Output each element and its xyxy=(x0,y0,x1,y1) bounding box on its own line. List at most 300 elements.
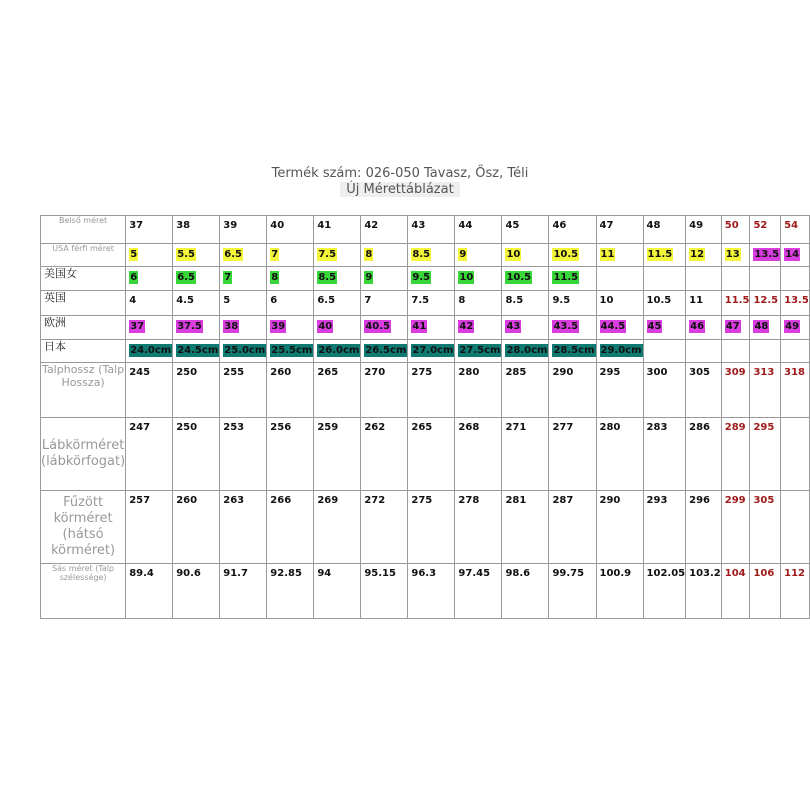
cell-value: 290 xyxy=(599,495,621,506)
cell-value: 48 xyxy=(646,220,661,231)
cell-value: 10.5 xyxy=(553,249,579,260)
cell-value: 4.5 xyxy=(176,295,194,306)
cell-inner-size-4 xyxy=(267,216,314,244)
cell-value: 24.5cm xyxy=(177,345,219,356)
cell-value: 43 xyxy=(506,321,521,332)
cell-foot-length-12 xyxy=(643,363,686,418)
cell-uk-15 xyxy=(750,291,781,316)
cell-usa-men-6 xyxy=(361,244,408,267)
cell-eu-3 xyxy=(220,316,267,340)
cell-value: 11.5 xyxy=(724,295,750,306)
cell-value: 266 xyxy=(270,495,292,506)
cell-ball-width-1 xyxy=(126,564,173,619)
cell-japan-7 xyxy=(408,340,455,363)
cell-ball-width-5 xyxy=(314,564,361,619)
cell-uk-14 xyxy=(721,291,750,316)
cell-foot-circumference-7 xyxy=(408,418,455,491)
cell-instep-circumference-4 xyxy=(267,491,314,564)
row-header-us-women: 美国女 xyxy=(41,267,126,291)
cell-foot-circumference-13 xyxy=(686,418,722,491)
cell-value: 26.0cm xyxy=(318,345,360,356)
cell-foot-length-7 xyxy=(408,363,455,418)
cell-value: 305 xyxy=(689,367,710,378)
cell-value: 13.5 xyxy=(784,295,809,306)
cell-value: 8.5 xyxy=(318,272,337,283)
cell-uk-2 xyxy=(173,291,220,316)
row-header-foot-length: Talphossz (Talp Hossza) xyxy=(41,363,126,418)
cell-value: 14 xyxy=(785,249,800,260)
cell-value: 10.5 xyxy=(506,272,532,283)
row-instep-circumference xyxy=(41,491,810,564)
cell-value: 42 xyxy=(459,321,474,332)
cell-value: 91.7 xyxy=(223,568,248,579)
cell-value: 40 xyxy=(318,321,333,332)
cell-value: 42 xyxy=(364,220,379,231)
cell-value: 6.5 xyxy=(177,272,195,283)
cell-eu-6 xyxy=(361,316,408,340)
cell-value: 6.5 xyxy=(224,249,242,260)
cell-inner-size-12 xyxy=(643,216,686,244)
cell-inner-size-3 xyxy=(220,216,267,244)
cell-usa-men-9 xyxy=(502,244,549,267)
cell-ball-width-16 xyxy=(781,564,810,619)
cell-foot-circumference-15 xyxy=(750,418,781,491)
cell-us-women-4 xyxy=(267,267,314,291)
cell-instep-circumference-7 xyxy=(408,491,455,564)
cell-value: 100.9 xyxy=(599,568,632,579)
cell-eu-10 xyxy=(549,316,596,340)
cell-value: 285 xyxy=(505,367,527,378)
cell-value: 269 xyxy=(317,495,339,506)
cell-value: 44 xyxy=(458,220,473,231)
cell-value: 8 xyxy=(365,249,373,260)
cell-value: 40 xyxy=(270,220,285,231)
cell-value: 268 xyxy=(458,422,480,433)
cell-instep-circumference-15 xyxy=(750,491,781,564)
cell-value: 286 xyxy=(689,422,710,433)
cell-uk-16 xyxy=(781,291,810,316)
cell-foot-length-10 xyxy=(549,363,596,418)
cell-foot-length-13 xyxy=(686,363,722,418)
cell-value: 262 xyxy=(364,422,386,433)
cell-usa-men-5 xyxy=(314,244,361,267)
cell-uk-8 xyxy=(455,291,502,316)
cell-ball-width-13 xyxy=(686,564,722,619)
cell-value: 103.2 xyxy=(689,568,721,579)
cell-ball-width-12 xyxy=(643,564,686,619)
cell-value: 94 xyxy=(317,568,332,579)
cell-ball-width-6 xyxy=(361,564,408,619)
cell-value: 259 xyxy=(317,422,339,433)
row-header-usa-men: USA férfi méret xyxy=(41,244,126,267)
cell-value: 48 xyxy=(754,321,769,332)
cell-value: 5 xyxy=(130,249,138,260)
cell-uk-1 xyxy=(126,291,173,316)
cell-foot-length-11 xyxy=(596,363,643,418)
cell-value: 290 xyxy=(552,367,574,378)
cell-ball-width-14 xyxy=(721,564,750,619)
cell-value: 270 xyxy=(364,367,386,378)
cell-us-women-3 xyxy=(220,267,267,291)
cell-eu-2 xyxy=(173,316,220,340)
cell-us-women-1 xyxy=(126,267,173,291)
cell-value: 46 xyxy=(690,321,705,332)
cell-uk-9 xyxy=(502,291,549,316)
cell-usa-men-13 xyxy=(686,244,722,267)
cell-us-women-8 xyxy=(455,267,502,291)
cell-uk-11 xyxy=(596,291,643,316)
cell-uk-3 xyxy=(220,291,267,316)
cell-usa-men-3 xyxy=(220,244,267,267)
cell-value: 39 xyxy=(271,321,286,332)
cell-value: 13 xyxy=(725,249,740,260)
cell-ball-width-4 xyxy=(267,564,314,619)
cell-us-women-13 xyxy=(686,267,722,291)
cell-value: 112 xyxy=(784,568,806,579)
cell-value: 8 xyxy=(458,295,466,306)
cell-uk-13 xyxy=(686,291,722,316)
cell-eu-1 xyxy=(126,316,173,340)
cell-value: 41 xyxy=(412,321,427,332)
cell-value: 9 xyxy=(459,249,467,260)
cell-value: 281 xyxy=(505,495,527,506)
cell-foot-length-16 xyxy=(781,363,810,418)
row-header-uk: 英国 xyxy=(41,291,126,316)
cell-value: 263 xyxy=(223,495,245,506)
cell-us-women-5 xyxy=(314,267,361,291)
cell-value: 27.5cm xyxy=(459,345,501,356)
cell-value: 253 xyxy=(223,422,245,433)
cell-value: 97.45 xyxy=(458,568,491,579)
cell-value: 45 xyxy=(505,220,520,231)
table-title-line-1: Termék szám: 026-050 Tavasz, Ősz, Téli xyxy=(271,166,529,181)
cell-value: 12.5 xyxy=(753,295,779,306)
cell-instep-circumference-9 xyxy=(502,491,549,564)
row-foot-length xyxy=(41,363,810,418)
cell-uk-4 xyxy=(267,291,314,316)
cell-value: 7.5 xyxy=(318,249,337,260)
cell-value: 10.5 xyxy=(646,295,672,306)
cell-value: 46 xyxy=(552,220,567,231)
cell-instep-circumference-11 xyxy=(596,491,643,564)
cell-usa-men-2 xyxy=(173,244,220,267)
cell-foot-circumference-10 xyxy=(549,418,596,491)
cell-eu-5 xyxy=(314,316,361,340)
cell-eu-11 xyxy=(596,316,643,340)
cell-value: 38 xyxy=(224,321,239,332)
cell-foot-length-4 xyxy=(267,363,314,418)
cell-inner-size-6 xyxy=(361,216,408,244)
cell-inner-size-13 xyxy=(686,216,722,244)
cell-us-women-12 xyxy=(643,267,686,291)
cell-japan-16 xyxy=(781,340,810,363)
cell-value: 89.4 xyxy=(129,568,154,579)
cell-instep-circumference-16 xyxy=(781,491,810,564)
cell-value: 37 xyxy=(130,321,145,332)
cell-japan-15 xyxy=(750,340,781,363)
cell-foot-circumference-11 xyxy=(596,418,643,491)
cell-value: 4 xyxy=(129,295,137,306)
cell-japan-12 xyxy=(643,340,686,363)
cell-japan-6 xyxy=(361,340,408,363)
cell-value: 7 xyxy=(364,295,372,306)
cell-us-women-14 xyxy=(721,267,750,291)
cell-value: 272 xyxy=(364,495,386,506)
cell-eu-7 xyxy=(408,316,455,340)
cell-value: 280 xyxy=(599,422,621,433)
cell-ball-width-8 xyxy=(455,564,502,619)
cell-value: 96.3 xyxy=(411,568,437,579)
row-uk xyxy=(41,291,810,316)
cell-us-women-6 xyxy=(361,267,408,291)
cell-japan-13 xyxy=(686,340,722,363)
cell-japan-1 xyxy=(126,340,173,363)
cell-eu-16 xyxy=(781,316,810,340)
cell-japan-3 xyxy=(220,340,267,363)
cell-instep-circumference-5 xyxy=(314,491,361,564)
cell-inner-size-7 xyxy=(408,216,455,244)
cell-ball-width-10 xyxy=(549,564,596,619)
cell-foot-length-14 xyxy=(721,363,750,418)
cell-foot-circumference-16 xyxy=(781,418,810,491)
cell-eu-12 xyxy=(643,316,686,340)
cell-value: 260 xyxy=(176,495,198,506)
cell-value: 47 xyxy=(725,321,740,332)
cell-value: 8.5 xyxy=(505,295,524,306)
cell-japan-4 xyxy=(267,340,314,363)
cell-value: 9 xyxy=(365,272,373,283)
cell-usa-men-4 xyxy=(267,244,314,267)
cell-inner-size-11 xyxy=(596,216,643,244)
cell-foot-length-5 xyxy=(314,363,361,418)
cell-ball-width-3 xyxy=(220,564,267,619)
cell-value: 12 xyxy=(690,249,705,260)
cell-us-women-10 xyxy=(549,267,596,291)
cell-value: 287 xyxy=(552,495,574,506)
cell-value: 37.5 xyxy=(177,321,202,332)
row-header-instep-circumference: Fűzött körméret (hátsó körméret) xyxy=(41,491,126,564)
cell-japan-11 xyxy=(596,340,643,363)
cell-value: 295 xyxy=(753,422,775,433)
row-header-ball-width: Sás méret (Talp szélessége) xyxy=(41,564,126,619)
cell-instep-circumference-12 xyxy=(643,491,686,564)
cell-foot-circumference-12 xyxy=(643,418,686,491)
cell-value: 49 xyxy=(785,321,800,332)
cell-value: 39 xyxy=(223,220,238,231)
cell-value: 305 xyxy=(753,495,775,506)
cell-value: 277 xyxy=(552,422,574,433)
cell-value: 11 xyxy=(689,295,704,306)
cell-value: 255 xyxy=(223,367,245,378)
cell-usa-men-15 xyxy=(750,244,781,267)
table-title-line-2-text: Új Mérettáblázat xyxy=(340,182,459,197)
cell-value: 50 xyxy=(724,220,739,231)
cell-ball-width-9 xyxy=(502,564,549,619)
row-header-inner-size: Belső méret xyxy=(41,216,126,244)
cell-value: 299 xyxy=(724,495,746,506)
cell-us-women-9 xyxy=(502,267,549,291)
cell-value: 10 xyxy=(506,249,521,260)
cell-value: 289 xyxy=(724,422,746,433)
cell-value: 54 xyxy=(784,220,799,231)
cell-inner-size-1 xyxy=(126,216,173,244)
cell-value: 28.5cm xyxy=(553,345,595,356)
cell-value: 98.6 xyxy=(505,568,531,579)
cell-value: 44.5 xyxy=(600,321,626,332)
cell-value: 95.15 xyxy=(364,568,396,579)
cell-us-women-2 xyxy=(173,267,220,291)
cell-value: 41 xyxy=(317,220,332,231)
cell-foot-circumference-2 xyxy=(173,418,220,491)
cell-instep-circumference-2 xyxy=(173,491,220,564)
cell-value: 295 xyxy=(599,367,621,378)
cell-instep-circumference-1 xyxy=(126,491,173,564)
cell-usa-men-8 xyxy=(455,244,502,267)
cell-value: 11.5 xyxy=(647,249,673,260)
cell-value: 99.75 xyxy=(552,568,585,579)
cell-value: 11 xyxy=(600,249,615,260)
cell-value: 40.5 xyxy=(365,321,391,332)
table-title-line-2 xyxy=(0,182,800,197)
cell-value: 26.5cm xyxy=(365,345,407,356)
cell-instep-circumference-13 xyxy=(686,491,722,564)
cell-foot-length-8 xyxy=(455,363,502,418)
cell-value: 278 xyxy=(458,495,480,506)
cell-value: 47 xyxy=(599,220,614,231)
cell-inner-size-16 xyxy=(781,216,810,244)
cell-japan-9 xyxy=(502,340,549,363)
cell-value: 10 xyxy=(599,295,614,306)
cell-value: 245 xyxy=(129,367,151,378)
cell-foot-length-15 xyxy=(750,363,781,418)
cell-japan-2 xyxy=(173,340,220,363)
cell-foot-circumference-6 xyxy=(361,418,408,491)
cell-inner-size-10 xyxy=(549,216,596,244)
cell-foot-length-2 xyxy=(173,363,220,418)
cell-value: 5.5 xyxy=(177,249,195,260)
cell-value: 25.0cm xyxy=(224,345,266,356)
cell-foot-circumference-3 xyxy=(220,418,267,491)
row-inner-size xyxy=(41,216,810,244)
row-ball-width xyxy=(41,564,810,619)
cell-ball-width-11 xyxy=(596,564,643,619)
cell-foot-length-9 xyxy=(502,363,549,418)
cell-us-women-7 xyxy=(408,267,455,291)
cell-eu-9 xyxy=(502,316,549,340)
cell-foot-length-6 xyxy=(361,363,408,418)
cell-eu-15 xyxy=(750,316,781,340)
cell-value: 6 xyxy=(270,295,278,306)
cell-value: 283 xyxy=(646,422,668,433)
cell-instep-circumference-14 xyxy=(721,491,750,564)
cell-usa-men-10 xyxy=(549,244,596,267)
cell-value: 6.5 xyxy=(317,295,336,306)
cell-instep-circumference-3 xyxy=(220,491,267,564)
cell-inner-size-14 xyxy=(721,216,750,244)
cell-value: 49 xyxy=(689,220,704,231)
cell-value: 9.5 xyxy=(552,295,571,306)
cell-inner-size-15 xyxy=(750,216,781,244)
size-chart-table xyxy=(40,215,810,619)
cell-ball-width-7 xyxy=(408,564,455,619)
cell-value: 265 xyxy=(411,422,433,433)
cell-foot-circumference-14 xyxy=(721,418,750,491)
cell-value: 250 xyxy=(176,422,198,433)
cell-inner-size-9 xyxy=(502,216,549,244)
cell-uk-5 xyxy=(314,291,361,316)
cell-value: 275 xyxy=(411,367,433,378)
cell-value: 265 xyxy=(317,367,339,378)
cell-value: 90.6 xyxy=(176,568,201,579)
cell-value: 24.0cm xyxy=(130,345,172,356)
cell-value: 6 xyxy=(130,272,138,283)
cell-value: 247 xyxy=(129,422,151,433)
cell-value: 104 xyxy=(724,568,746,579)
cell-value: 45 xyxy=(647,321,662,332)
cell-value: 271 xyxy=(505,422,527,433)
cell-inner-size-8 xyxy=(455,216,502,244)
cell-value: 37 xyxy=(129,220,144,231)
cell-value: 260 xyxy=(270,367,292,378)
cell-foot-circumference-1 xyxy=(126,418,173,491)
cell-value: 52 xyxy=(753,220,768,231)
row-usa-men xyxy=(41,244,810,267)
cell-usa-men-16 xyxy=(781,244,810,267)
cell-value: 92.85 xyxy=(270,568,302,579)
cell-japan-5 xyxy=(314,340,361,363)
cell-instep-circumference-10 xyxy=(549,491,596,564)
cell-value: 5 xyxy=(223,295,231,306)
cell-value: 318 xyxy=(784,367,806,378)
row-header-eu: 欧洲 xyxy=(41,316,126,340)
cell-ball-width-2 xyxy=(173,564,220,619)
cell-value: 309 xyxy=(724,367,746,378)
cell-us-women-11 xyxy=(596,267,643,291)
cell-uk-12 xyxy=(643,291,686,316)
cell-foot-circumference-5 xyxy=(314,418,361,491)
cell-value: 29.0cm xyxy=(600,345,642,356)
row-foot-circumference xyxy=(41,418,810,491)
cell-us-women-16 xyxy=(781,267,810,291)
cell-value: 8.5 xyxy=(412,249,431,260)
cell-eu-4 xyxy=(267,316,314,340)
cell-usa-men-11 xyxy=(596,244,643,267)
cell-value: 102.05 xyxy=(646,568,686,579)
cell-usa-men-7 xyxy=(408,244,455,267)
cell-value: 313 xyxy=(753,367,775,378)
cell-japan-10 xyxy=(549,340,596,363)
row-us-women xyxy=(41,267,810,291)
cell-value: 38 xyxy=(176,220,191,231)
row-header-foot-circumference: Lábkörméret (lábkörfogat) xyxy=(41,418,126,491)
cell-value: 7 xyxy=(224,272,232,283)
cell-value: 9.5 xyxy=(412,272,431,283)
cell-value: 13.5 xyxy=(754,249,780,260)
cell-value: 25.5cm xyxy=(271,345,313,356)
cell-uk-10 xyxy=(549,291,596,316)
cell-inner-size-2 xyxy=(173,216,220,244)
cell-instep-circumference-8 xyxy=(455,491,502,564)
cell-foot-length-3 xyxy=(220,363,267,418)
cell-foot-circumference-4 xyxy=(267,418,314,491)
cell-japan-14 xyxy=(721,340,750,363)
cell-value: 257 xyxy=(129,495,151,506)
row-japan xyxy=(41,340,810,363)
cell-usa-men-1 xyxy=(126,244,173,267)
cell-value: 7 xyxy=(271,249,279,260)
cell-value: 10 xyxy=(459,272,474,283)
cell-value: 8 xyxy=(271,272,279,283)
